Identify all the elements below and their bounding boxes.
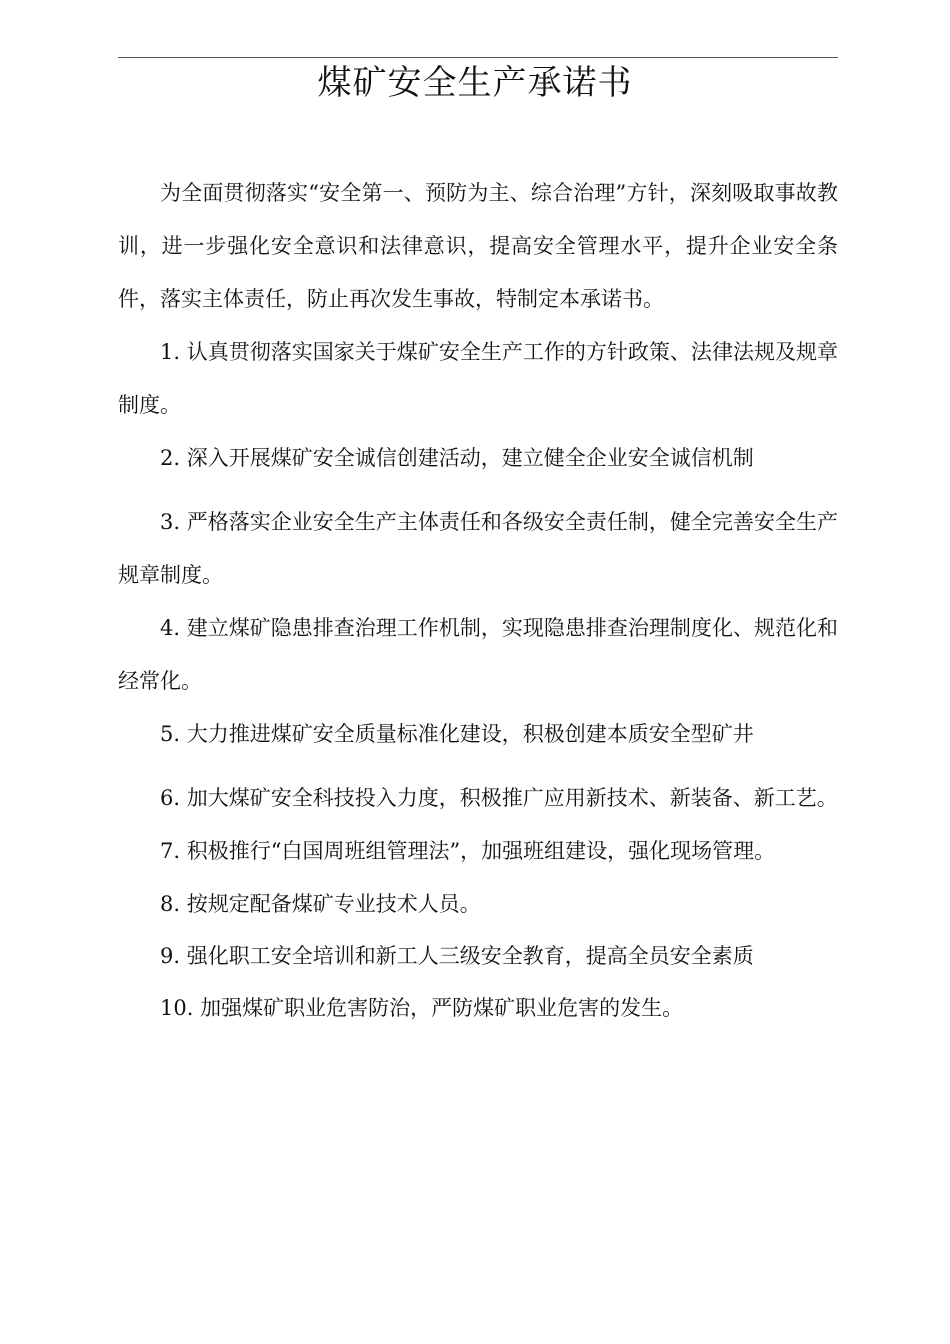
document-title: 煤矿安全生产承诺书 [317, 63, 633, 103]
document-body [118, 167, 838, 1034]
commitment-item-4: 4. 建立煤矿隐患排查治理工作机制，实现隐患排查治理制度化、规范化和经常化。 [118, 616, 838, 693]
header-rule [118, 57, 838, 58]
commitment-item-9: 9. 强化职工安全培训和新工人三级安全教育，提高全员安全素质 [160, 944, 754, 968]
commitment-item-2: 2. 深入开展煤矿安全诚信创建活动，建立健全企业安全诚信机制 [160, 446, 754, 470]
commitment-item-7: 7. 积极推行“白国周班组管理法”，加强班组建设，强化现场管理。 [160, 839, 776, 863]
commitment-item-1: 1. 认真贯彻落实国家关于煤矿安全生产工作的方针政策、法律法规及规章制度。 [118, 340, 838, 417]
commitment-item-10: 10. 加强煤矿职业危害防治，严防煤矿职业危害的发生。 [160, 996, 684, 1020]
intro-paragraph: 为全面贯彻落实“安全第一、预防为主、综合治理”方针，深刻吸取事故教训，进一步强化安全意识和法律意识，提高安全管理水平，提升企业安全条件，落实主体责任，防止再次发生事故，特制定本承诺书。 [118, 181, 838, 311]
commitment-item-3: 3. 严格落实企业安全生产主体责任和各级安全责任制，健全完善安全生产规章制度。 [118, 510, 838, 587]
commitment-item-8: 8. 按规定配备煤矿专业技术人员。 [160, 892, 481, 916]
commitment-item-6: 6. 加大煤矿安全科技投入力度，积极推广应用新技术、新装备、新工艺。 [160, 786, 838, 810]
commitment-item-5: 5. 大力推进煤矿安全质量标准化建设，积极创建本质安全型矿井 [160, 722, 754, 746]
